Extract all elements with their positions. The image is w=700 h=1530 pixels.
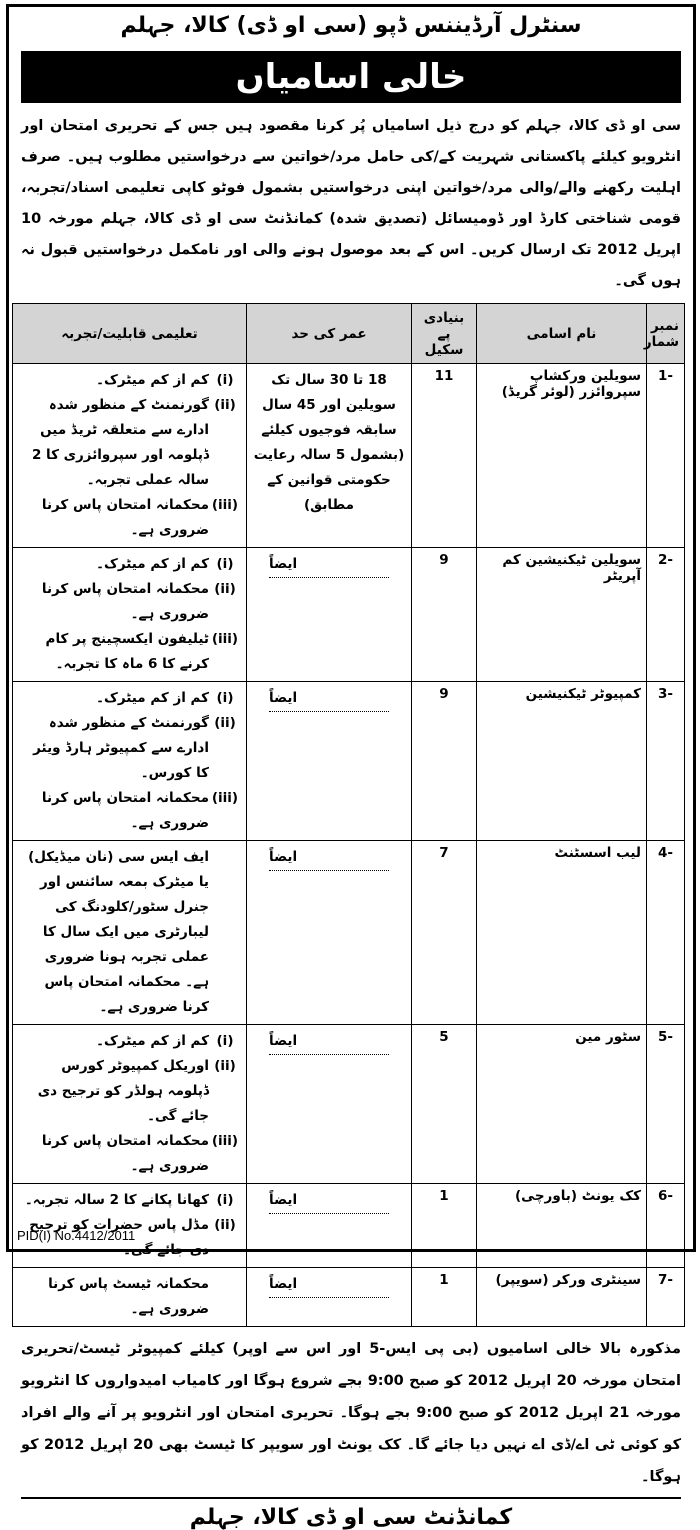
header-name: نام اسامی — [477, 304, 647, 364]
item-text: کھانا پکانے کا 2 سالہ تجربہ۔ — [24, 1192, 209, 1208]
age-cell — [247, 1184, 412, 1268]
qualification-item — [18, 493, 241, 543]
qualification-item — [18, 1029, 241, 1054]
post-name-cell: سٹور مین — [477, 1025, 647, 1184]
post-name-cell: سینٹری ورکر (سویپر) — [477, 1268, 647, 1327]
item-number: (ii) — [214, 397, 236, 413]
qualification-cell — [13, 682, 247, 841]
ditto-mark: ایضاً — [269, 845, 389, 871]
qualification-item — [18, 1054, 241, 1129]
item-text: کم از کم میٹرک۔ — [96, 690, 209, 706]
signature: کمانڈنٹ سی او ڈی کالا، جہلم — [189, 1505, 513, 1530]
post-name-cell: سویلین ٹیکنیشین کم آپریٹر — [477, 548, 647, 682]
pid-number: PID(I) No.4412/2011 — [17, 1228, 136, 1243]
scale-cell: 1 — [412, 1184, 477, 1268]
ditto-mark: ایضاً — [269, 686, 389, 712]
qualification-item — [18, 1188, 241, 1213]
scale-cell: 1 — [412, 1268, 477, 1327]
scale-cell: 7 — [412, 841, 477, 1025]
ditto-mark: ایضاً — [269, 1029, 389, 1055]
qualification-item — [18, 368, 241, 393]
qualification-item — [18, 627, 241, 677]
item-text: گورنمنٹ کے منظور شدہ ادارے سے متعلقہ ٹریڈ میں ڈپلومہ اور سپروائزری کا 2 سالہ عملی تجربہ۔ — [31, 397, 209, 488]
item-text: گورنمنٹ کے منظور شدہ ادارے سے کمپیوٹر ہارڈ ویئر کا کورس۔ — [33, 715, 209, 781]
qualification-item — [18, 686, 241, 711]
item-text: محکمانہ ٹیسٹ پاس کرنا ضروری ہے۔ — [48, 1276, 209, 1317]
age-text: 18 تا 30 سال تک سویلین اور 45 سال سابقہ فوجیوں کیلئے (بشمول 5 سالہ رعایت حکومتی قوانین کے مطابق) — [253, 372, 405, 513]
serial-cell: -7 — [647, 1268, 685, 1327]
item-number: (iii) — [211, 631, 239, 647]
age-cell — [247, 548, 412, 682]
item-number: (iii) — [211, 1133, 239, 1149]
header-qualification: تعلیمی قابلیت/تجربہ — [13, 304, 247, 364]
qualification-cell — [13, 841, 247, 1025]
item-number: (i) — [216, 372, 234, 388]
exam-notice: مذکورہ بالا خالی اسامیوں (بی پی ایس-5 اور اس سے اوپر) کیلئے کمپیوٹر ٹیسٹ/تحریری امتحان مورخہ 20 اپریل 2012 کو صبح 9:00 بجے شروع ہوگا اور کامیاب امیدواروں کا انٹرویو مورخہ 21 اپریل 2012 کو صبح 9:00 بجے ہوگا۔ تحریری امتحان اور انٹرویو پر آنے والے افراد کو کوئی ٹی اے/ڈی اے نہیں دیا جائے گا۔ کک یونٹ اور سویپر کا ٹیسٹ بھی 20 اپریل 2012 کو ہوگا۔ — [21, 1341, 682, 1485]
banner-heading: خالی اسامیاں — [21, 51, 681, 103]
age-cell — [247, 841, 412, 1025]
item-text: کم از کم میٹرک۔ — [96, 372, 209, 388]
advertisement — [6, 4, 696, 1530]
organization-title: سنٹرل آرڈیننس ڈپو (سی او ڈی) کالا، جہلم — [120, 13, 582, 38]
age-cell — [247, 682, 412, 841]
item-number: (ii) — [214, 581, 236, 597]
header-serial: نمبر شمار — [647, 304, 685, 364]
item-text: محکمانہ امتحان پاس کرنا ضروری ہے۔ — [41, 790, 209, 831]
scale-cell: 11 — [412, 364, 477, 548]
qualification-item — [18, 711, 241, 786]
age-cell — [247, 364, 412, 548]
serial-cell: -4 — [647, 841, 685, 1025]
item-text: محکمانہ امتحان پاس کرنا ضروری ہے۔ — [41, 1133, 209, 1174]
item-number: (i) — [216, 1192, 234, 1208]
item-number: (i) — [216, 1033, 234, 1049]
post-name-cell: کک یونٹ (باورچی) — [477, 1184, 647, 1268]
item-text: کم از کم میٹرک۔ — [96, 1033, 209, 1049]
table-row — [13, 682, 685, 841]
serial-cell: -5 — [647, 1025, 685, 1184]
scale-cell: 5 — [412, 1025, 477, 1184]
item-number: (iii) — [211, 497, 239, 513]
post-name-cell: لیب اسسٹنٹ — [477, 841, 647, 1025]
table-row — [13, 1184, 685, 1268]
qualification-cell — [13, 1184, 247, 1268]
item-number: (i) — [216, 690, 234, 706]
vacancies-table — [12, 303, 685, 1327]
table-header — [13, 304, 685, 364]
item-text: مڈل پاس حضرات کو ترجیح دی جائے گی۔ — [29, 1217, 209, 1258]
intro-paragraph: سی او ڈی کالا، جہلم کو درج ذیل اسامیاں پُر کرنا مقصود ہیں جس کے تحریری امتحان اور انٹرویو کیلئے پاکستانی شہریت کے/کی حامل مرد/خواتین سے درخواستیں مطلوب ہیں۔ صرف اہلیت رکھنے والے/والی مرد/خواتین اپنی درخواستیں بشمول فوٹو کاپی تعلیمی اسناد/تجربہ، قومی شناختی کارڈ اور ڈومیسائل (تصدیق شدہ) کمانڈنٹ سی او ڈی کالا، جہلم مورخہ 10 اپریل 2012 تک ارسال کریں۔ اس کے بعد موصول ہونے والی اور نامکمل درخواستیں قبول نہ ہوں گی۔ — [21, 118, 681, 289]
item-number: (ii) — [214, 1058, 236, 1074]
qualification-item — [18, 1272, 241, 1322]
post-name-cell: کمپیوٹر ٹیکنیشین — [477, 682, 647, 841]
qualification-cell — [13, 1025, 247, 1184]
divider — [21, 1497, 681, 1499]
item-number: (i) — [216, 556, 234, 572]
item-text: محکمانہ امتحان پاس کرنا ضروری ہے۔ — [41, 581, 209, 622]
qualification-cell — [13, 364, 247, 548]
header-scale: بنیادی پے سکیل — [412, 304, 477, 364]
item-number — [209, 1272, 241, 1322]
qualification-item — [18, 786, 241, 836]
serial-cell: -2 — [647, 548, 685, 682]
table-row — [13, 1268, 685, 1327]
scale-cell: 9 — [412, 548, 477, 682]
qualification-cell — [13, 548, 247, 682]
serial-cell: -1 — [647, 364, 685, 548]
qualification-item — [18, 1129, 241, 1179]
item-text: ایف ایس سی (نان میڈیکل) یا میٹرک بمعہ سائنس اور جنرل سٹور/کلودنگ کی لیبارٹری میں ایک سال کا عملی تجربہ ہونا ضروری ہے۔ محکمانہ امتحان پاس کرنا ضروری ہے۔ — [28, 849, 209, 1015]
post-name-cell: سویلین ورکشاپ سپروائزر (لوئر گریڈ) — [477, 364, 647, 548]
item-number — [209, 845, 241, 1020]
ditto-mark: ایضاً — [269, 1272, 389, 1298]
qualification-item — [18, 845, 241, 1020]
item-number: (ii) — [214, 715, 236, 731]
age-cell — [247, 1268, 412, 1327]
qualification-item — [18, 393, 241, 493]
item-text: کم از کم میٹرک۔ — [96, 556, 209, 572]
table-row — [13, 1025, 685, 1184]
age-cell — [247, 1025, 412, 1184]
header-age: عمر کی حد — [247, 304, 412, 364]
item-text: اوریکل کمپیوٹر کورس ڈپلومہ ہولڈر کو ترجیح دی جائے گی۔ — [37, 1058, 209, 1124]
item-number: (iii) — [211, 790, 239, 806]
table-row — [13, 841, 685, 1025]
serial-cell: -3 — [647, 682, 685, 841]
ditto-mark: ایضاً — [269, 552, 389, 578]
item-text: محکمانہ امتحان پاس کرنا ضروری ہے۔ — [41, 497, 209, 538]
qualification-item — [18, 552, 241, 577]
table-row — [13, 364, 685, 548]
qualification-cell — [13, 1268, 247, 1327]
qualification-item — [18, 577, 241, 627]
item-number: (ii) — [214, 1217, 236, 1233]
table-row — [13, 548, 685, 682]
item-text: ٹیلیفون ایکسچینج پر کام کرنے کا 6 ماہ کا تجربہ۔ — [45, 631, 209, 672]
serial-cell: -6 — [647, 1184, 685, 1268]
scale-cell: 9 — [412, 682, 477, 841]
ditto-mark: ایضاً — [269, 1188, 389, 1214]
